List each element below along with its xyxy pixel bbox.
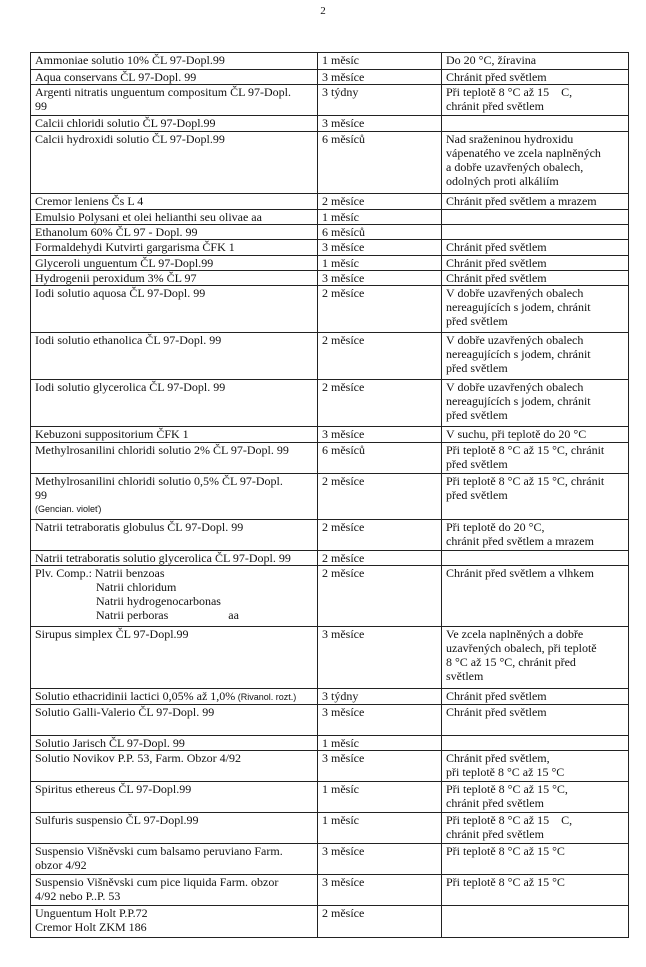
- component-name: Natrii perboras aa: [96, 608, 239, 622]
- preparation-name: Spiritus ethereus ČL 97-Dopl.99: [35, 782, 192, 796]
- shelf-life-cell: 6 měsíců: [318, 443, 442, 474]
- preparation-name-cell: [31, 736, 318, 751]
- preparation-name-cell: [31, 53, 318, 70]
- storage-conditions-cell: [442, 85, 629, 116]
- shelf-life-cell: 1 měsíc: [318, 813, 442, 844]
- preparation-name: Ammoniae solutio 10% ČL 97-Dopl.99: [35, 53, 225, 67]
- preparation-name: Iodi solutio aquosa ČL 97-Dopl. 99: [35, 286, 206, 300]
- shelf-life-cell: 3 měsíce: [318, 271, 442, 286]
- shelf-life-cell: 2 měsíce: [318, 474, 442, 520]
- storage-conditions-cell: [442, 240, 629, 256]
- storage-condition: chránit před světlem: [446, 827, 544, 841]
- preparation-name-cell: [31, 85, 318, 116]
- storage-conditions-cell: [442, 427, 629, 443]
- preparation-name: Argenti nitratis unguentum compositum ČL 97-Dopl.: [35, 85, 291, 99]
- storage-condition: chránit před světlem a mrazem: [446, 534, 594, 548]
- preparation-note: (Gencian. violeť): [35, 504, 102, 514]
- table-row: [31, 751, 629, 782]
- table-row: [31, 705, 629, 736]
- table-row: [31, 194, 629, 210]
- preparation-name-cell: [31, 132, 318, 194]
- preparation-name: Hydrogenii peroxidum 3% ČL 97: [35, 271, 197, 285]
- storage-condition: Při teplotě 8 °C až 15 °C, chránit: [446, 474, 605, 488]
- preparation-name: Calcii hydroxidi solutio ČL 97-Dopl.99: [35, 132, 225, 146]
- table-row: [31, 380, 629, 427]
- table-row: [31, 427, 629, 443]
- preparation-name: 99: [35, 488, 47, 502]
- table-body: [31, 53, 629, 938]
- shelf-life-cell: 3 měsíce: [318, 751, 442, 782]
- storage-condition: Chránit před světlem: [446, 256, 547, 270]
- storage-condition: před světlem: [446, 361, 508, 375]
- storage-condition: V dobře uzavřených obalech: [446, 380, 584, 394]
- preparation-name-cell: [31, 906, 318, 938]
- preparation-name-cell: [31, 256, 318, 271]
- storage-condition: Při teplotě 8 °C až 15 °C: [446, 875, 565, 889]
- storage-conditions-cell: [442, 70, 629, 85]
- table-row: [31, 333, 629, 380]
- shelf-life-cell: 3 měsíce: [318, 70, 442, 85]
- shelf-life-cell: 2 měsíce: [318, 551, 442, 566]
- shelf-life-cell: 2 měsíce: [318, 194, 442, 210]
- storage-conditions-cell: [442, 551, 629, 566]
- storage-conditions-cell: [442, 225, 629, 240]
- preparation-name-cell: [31, 627, 318, 689]
- preparation-name: 99: [35, 99, 47, 113]
- preparation-name: Solutio Novikov P.P. 53, Farm. Obzor 4/92: [35, 751, 242, 765]
- table-row: [31, 70, 629, 85]
- preparation-name: Cremor leniens Čs L 4: [35, 194, 144, 208]
- shelf-life-cell: 2 měsíce: [318, 380, 442, 427]
- shelf-life-cell: 2 měsíce: [318, 566, 442, 627]
- storage-conditions-cell: [442, 689, 629, 705]
- preparation-name: Emulsio Polysani et olei helianthi seu olivae aa: [35, 210, 262, 224]
- table-row: [31, 844, 629, 875]
- preparation-name-cell: [31, 551, 318, 566]
- table-row: [31, 813, 629, 844]
- storage-conditions-cell: [442, 875, 629, 906]
- storage-conditions-cell: [442, 751, 629, 782]
- preparation-name-cell: [31, 194, 318, 210]
- storage-conditions-cell: [442, 116, 629, 132]
- shelf-life-cell: 3 měsíce: [318, 875, 442, 906]
- shelf-life-cell: 3 týdny: [318, 689, 442, 705]
- shelf-life-cell: 3 měsíce: [318, 240, 442, 256]
- preparation-name: Solutio Jarisch ČL 97-Dopl. 99: [35, 736, 185, 750]
- storage-conditions-cell: [442, 53, 629, 70]
- storage-conditions-cell: [442, 132, 629, 194]
- preparation-name: Ethanolum 60% ČL 97 - Dopl. 99: [35, 225, 198, 239]
- storage-condition: V dobře uzavřených obalech: [446, 286, 584, 300]
- component-name: Natrii hydrogenocarbonas: [96, 594, 221, 608]
- storage-condition: světlem: [446, 669, 484, 683]
- shelf-life-cell: 2 měsíce: [318, 520, 442, 551]
- table-row: [31, 520, 629, 551]
- table-row: [31, 53, 629, 70]
- preparation-name: Plv. Comp.: Natrii benzoas: [35, 566, 165, 580]
- shelf-life-cell: 2 měsíce: [318, 286, 442, 333]
- storage-condition: nereagujících s jodem, chránit: [446, 394, 591, 408]
- preparation-name: Solutio ethacridinii lactici 0,05% až 1,0%: [35, 689, 236, 703]
- shelf-life-cell: 1 měsíc: [318, 782, 442, 813]
- shelf-life-cell: 1 měsíc: [318, 53, 442, 70]
- table-row: [31, 736, 629, 751]
- preparation-name: Suspensio Višněvski cum balsamo peruviano Farm.: [35, 844, 283, 858]
- table-row: [31, 271, 629, 286]
- preparation-name-cell: [31, 474, 318, 520]
- preparation-abbrev: (Rivanol. rozt.): [235, 692, 297, 702]
- table-row: [31, 286, 629, 333]
- shelf-life-cell: 1 měsíc: [318, 736, 442, 751]
- shelf-life-cell: 2 měsíce: [318, 333, 442, 380]
- storage-conditions-cell: [442, 210, 629, 225]
- preparation-name: obzor 4/92: [35, 858, 87, 872]
- preparation-name: Natrii tetraboratis solutio glycerolica ČL 97-Dopl. 99: [35, 551, 291, 565]
- table-row: [31, 210, 629, 225]
- preparation-name-cell: [31, 520, 318, 551]
- shelf-life-cell: 1 měsíc: [318, 256, 442, 271]
- component-name: Natrii chloridum: [96, 580, 177, 594]
- table-row: [31, 782, 629, 813]
- preparation-name-cell: [31, 705, 318, 736]
- storage-conditions-cell: [442, 194, 629, 210]
- storage-condition: Chránit před světlem a mrazem: [446, 194, 597, 208]
- storage-condition: před světlem: [446, 408, 508, 422]
- table-row: [31, 627, 629, 689]
- storage-conditions-cell: [442, 736, 629, 751]
- storage-conditions-cell: [442, 705, 629, 736]
- table-row: [31, 551, 629, 566]
- preparation-name: Sulfuris suspensio ČL 97-Dopl.99: [35, 813, 199, 827]
- storage-condition: Chránit před světlem: [446, 240, 547, 254]
- preparation-name: Kebuzoni suppositorium ČFK 1: [35, 427, 189, 441]
- preparation-name-cell: [31, 286, 318, 333]
- storage-conditions-cell: [442, 333, 629, 380]
- shelf-life-cell: 3 měsíce: [318, 116, 442, 132]
- storage-condition: Při teplotě 8 °C až 15 °C,: [446, 782, 568, 796]
- preparation-name-cell: [31, 782, 318, 813]
- storage-condition: Při teplotě 8 °C až 15 C,: [446, 85, 573, 99]
- storage-conditions-cell: [442, 271, 629, 286]
- preparation-name: Solutio Galli-Valerio ČL 97-Dopl. 99: [35, 705, 215, 719]
- preparation-name-cell: [31, 813, 318, 844]
- storage-conditions-cell: [442, 474, 629, 520]
- storage-condition: odolných proti alkáliím: [446, 174, 559, 188]
- preparation-name-cell: [31, 566, 318, 627]
- preparation-name-cell: [31, 225, 318, 240]
- preparation-name-cell: [31, 875, 318, 906]
- storage-condition: Chránit před světlem a vlhkem: [446, 566, 594, 580]
- storage-conditions-cell: [442, 256, 629, 271]
- shelf-life-cell: 6 měsíců: [318, 132, 442, 194]
- shelf-life-cell: 6 měsíců: [318, 225, 442, 240]
- preparation-name: Sirupus simplex ČL 97-Dopl.99: [35, 627, 189, 641]
- table-row: [31, 875, 629, 906]
- storage-condition: Chránit před světlem: [446, 689, 547, 703]
- storage-condition: Nad sraženinou hydroxidu: [446, 132, 574, 146]
- preparation-name: Methylrosanilini chloridi solutio 0,5% ČL 97-Dopl.: [35, 474, 283, 488]
- storage-condition: Při teplotě 8 °C až 15 °C: [446, 844, 565, 858]
- storage-condition: před světlem: [446, 488, 508, 502]
- preparation-name-cell: [31, 116, 318, 132]
- table-row: [31, 225, 629, 240]
- preparation-name-cell: [31, 751, 318, 782]
- preparation-name-cell: [31, 427, 318, 443]
- preparation-name-cell: [31, 240, 318, 256]
- preparation-name: Natrii tetraboratis globulus ČL 97-Dopl. 99: [35, 520, 244, 534]
- storage-conditions-cell: [442, 782, 629, 813]
- storage-condition: chránit před světlem: [446, 796, 544, 810]
- storage-condition: 8 °C až 15 °C, chránit před: [446, 655, 576, 669]
- preparation-name: Glyceroli unguentum ČL 97-Dopl.99: [35, 256, 214, 270]
- preparation-name-cell: [31, 844, 318, 875]
- storage-conditions-cell: [442, 844, 629, 875]
- storage-condition: Při teplotě 8 °C až 15 °C, chránit: [446, 443, 605, 457]
- shelf-life-cell: 3 měsíce: [318, 627, 442, 689]
- storage-condition: Ve zcela naplněných a dobře: [446, 627, 584, 641]
- storage-condition: nereagujících s jodem, chránit: [446, 300, 591, 314]
- table-row: [31, 443, 629, 474]
- storage-condition: uzavřených obalech, při teplotě: [446, 641, 597, 655]
- storage-conditions-cell: [442, 443, 629, 474]
- preparation-name-cell: [31, 443, 318, 474]
- storage-condition: Chránit před světlem: [446, 705, 547, 719]
- storage-condition: Při teplotě do 20 °C,: [446, 520, 545, 534]
- preparation-name: Iodi solutio ethanolica ČL 97-Dopl. 99: [35, 333, 222, 347]
- preparation-name-cell: [31, 380, 318, 427]
- preparation-name-cell: [31, 210, 318, 225]
- storage-condition: vápenatého ve zcela naplněných: [446, 146, 601, 160]
- table-row: [31, 240, 629, 256]
- preparation-name-cell: [31, 271, 318, 286]
- storage-condition: V suchu, při teplotě do 20 °C: [446, 427, 587, 441]
- storage-condition: před světlem: [446, 314, 508, 328]
- table-row: [31, 85, 629, 116]
- storage-conditions-cell: [442, 520, 629, 551]
- table-row: [31, 256, 629, 271]
- shelf-life-cell: 3 měsíce: [318, 427, 442, 443]
- storage-conditions-cell: [442, 906, 629, 938]
- storage-condition: při teplotě 8 °C až 15 °C: [446, 765, 565, 779]
- storage-conditions-cell: [442, 627, 629, 689]
- storage-condition: Při teplotě 8 °C až 15 C,: [446, 813, 573, 827]
- storage-condition: nereagujících s jodem, chránit: [446, 347, 591, 361]
- storage-condition: a dobře uzavřených obalech,: [446, 160, 584, 174]
- shelf-life-cell: 3 měsíce: [318, 705, 442, 736]
- table-row: [31, 474, 629, 520]
- preparation-name: 4/92 nebo P..P. 53: [35, 889, 121, 903]
- storage-condition: Chránit před světlem: [446, 271, 547, 285]
- shelf-life-cell: 2 měsíce: [318, 906, 442, 938]
- page-number: 2: [320, 5, 326, 17]
- preparation-name: Methylrosanilini chloridi solutio 2% ČL 97-Dopl. 99: [35, 443, 289, 457]
- preparation-name-cell: [31, 70, 318, 85]
- storage-condition: před světlem: [446, 457, 508, 471]
- preparation-name: Unguentum Holt P.P.72: [35, 906, 148, 920]
- shelf-life-cell: 1 měsíc: [318, 210, 442, 225]
- preparation-name: Aqua conservans ČL 97-Dopl. 99: [35, 70, 197, 84]
- storage-condition: Do 20 °C, žíravina: [446, 53, 537, 67]
- storage-conditions-cell: [442, 286, 629, 333]
- shelf-life-cell: 3 měsíce: [318, 844, 442, 875]
- preparation-name: Suspensio Višněvski cum pice liquida Farm. obzor: [35, 875, 279, 889]
- table-row: [31, 132, 629, 194]
- storage-condition: chránit před světlem: [446, 99, 544, 113]
- table-row: [31, 566, 629, 627]
- table-row: [31, 906, 629, 938]
- table-row: [31, 689, 629, 705]
- preparation-name: Cremor Holt ZKM 186: [35, 920, 147, 934]
- preparation-name: Formaldehydi Kutvirti gargarisma ČFK 1: [35, 240, 235, 254]
- preparation-name-cell: [31, 689, 318, 705]
- preparation-name: Calcii chloridi solutio ČL 97-Dopl.99: [35, 116, 216, 130]
- preparation-name-cell: [31, 333, 318, 380]
- storage-conditions-cell: [442, 380, 629, 427]
- shelf-life-cell: 3 týdny: [318, 85, 442, 116]
- storage-condition: Chránit před světlem: [446, 70, 547, 84]
- storage-conditions-cell: [442, 813, 629, 844]
- storage-conditions-cell: [442, 566, 629, 627]
- table-row: [31, 116, 629, 132]
- storage-condition: Chránit před světlem,: [446, 751, 550, 765]
- preparation-table: [30, 52, 629, 938]
- storage-condition: V dobře uzavřených obalech: [446, 333, 584, 347]
- preparation-name: Iodi solutio glycerolica ČL 97-Dopl. 99: [35, 380, 226, 394]
